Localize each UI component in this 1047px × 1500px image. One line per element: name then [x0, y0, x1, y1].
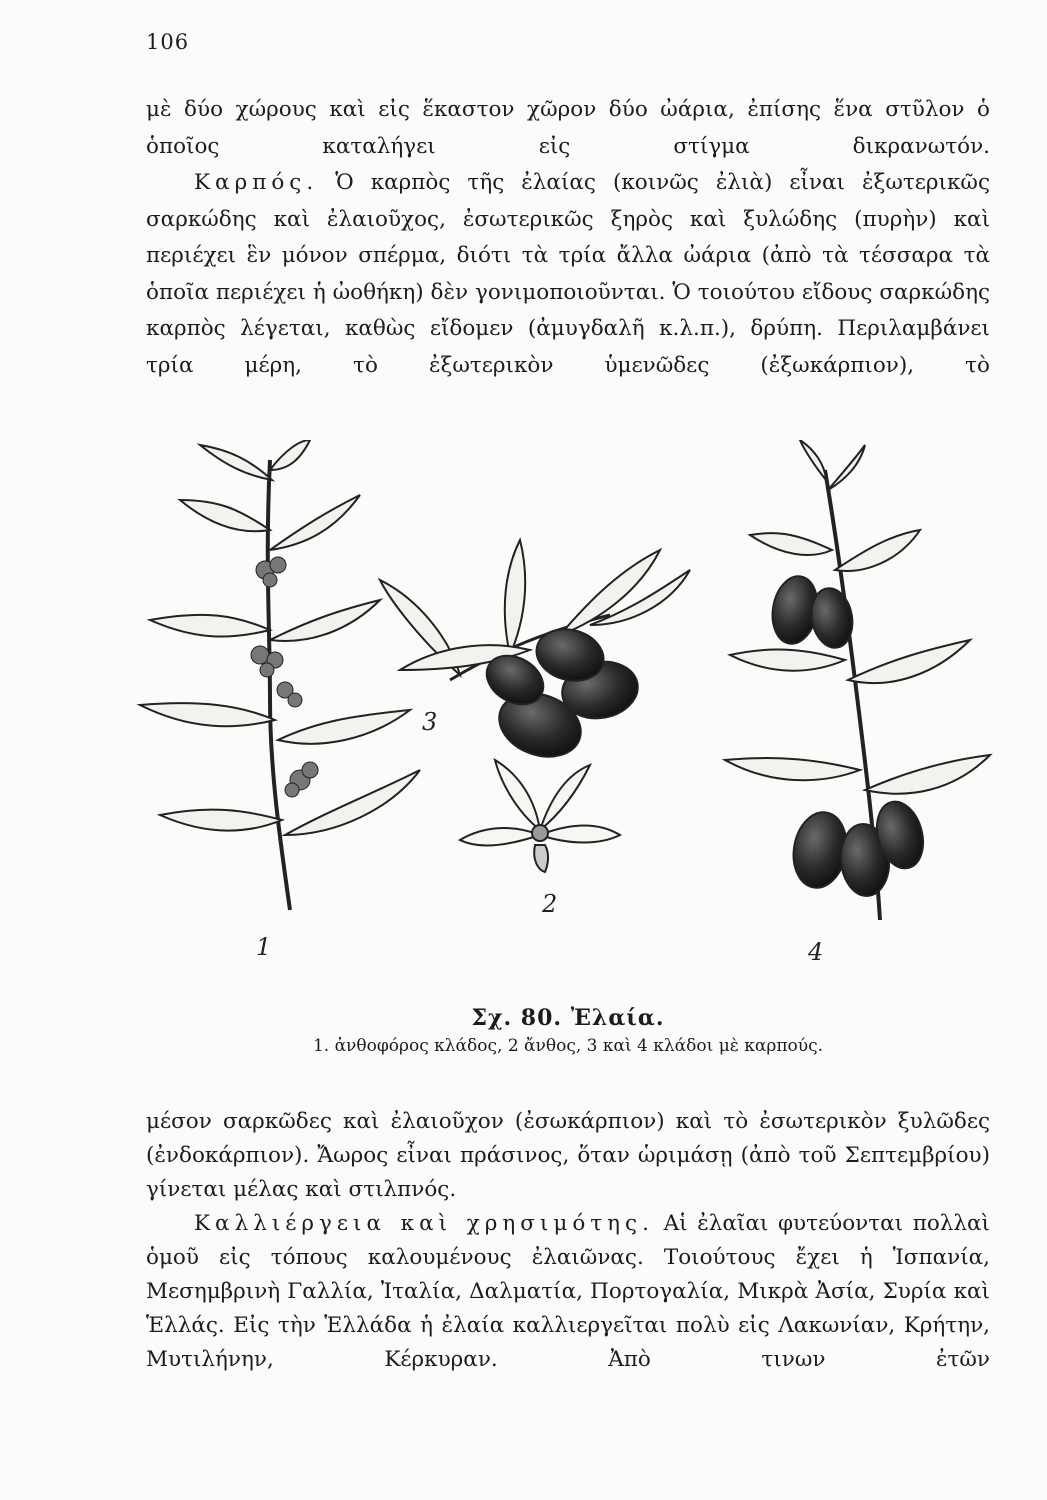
olive-illustration — [120, 440, 1000, 1000]
figure-label-2: 2 — [542, 890, 558, 918]
figure-label-4: 4 — [808, 938, 824, 966]
top-text-block — [146, 92, 990, 384]
flower-2 — [460, 760, 620, 872]
olive-figure — [120, 440, 1000, 1000]
page-number: 106 — [146, 30, 190, 54]
fruit-heading: Καρπός. — [194, 170, 319, 195]
intro-paragraph: μὲ δύο χώρους καὶ εἰς ἕκαστον χῶρον δύο ὠάρια, ἐπίσης ἕνα στῦλον ὁ ὁποῖος καταλήγει εἰς στίγμα δικρανωτόν. — [146, 97, 990, 159]
figure-label-3: 3 — [422, 708, 438, 736]
cultivation-text: Αἱ ἐλαῖαι φυτεύονται πολλαὶ ὁμοῦ εἰς τόπους καλουμένους ἐλαιῶνας. Τοιούτους ἔχει ἡ Ἱσπανία, Μεσημβρινὴ Γαλλία, Ἰταλία, Δαλματία, Πορτογαλία, Μικρὰ Ἀσία, Συρία καὶ Ἑλλάς. Εἰς τὴν Ἑλλάδα ἡ ἐλαία καλλιεργεῖται πολὺ εἰς Λακωνίαν, Κρήτην, Μυτιλήνην, Κέρκυραν. Ἀπὸ τινων ἐτῶν — [146, 1211, 990, 1372]
fruit-text: Ὁ καρπὸς τῆς ἐλαίας (κοινῶς ἐλιὰ) εἶναι ἐξωτερικῶς σαρκώδης καὶ ἐλαιοῦχος, ἐσωτερικῶς ξηρὸς καὶ ξυλώδης (πυρὴν) καὶ περιέχει ἓν μόνον σπέρμα, διότι τὰ τρία ἄλλα ὠάρια (ἀπὸ τὰ τέσσαρα τὰ ὁποῖα περιέχει ἡ ὠοθήκη) δὲν γονιμοποιοῦνται. Ὁ τοιούτου εἴδους σαρκώδης καρπὸς λέγεται, καθὼς εἴδομεν (ἀμυγδαλῆ κ.λ.π.), δρύπη. Περιλαμβάνει τρία μέρη, τὸ ἐξωτερικὸν ὑμενῶδες (ἐξωκάρπιον), τὸ — [146, 170, 990, 378]
cultivation-heading: Καλλιέργεια καὶ χρησιμότης. — [194, 1211, 654, 1236]
fruit-continuation-paragraph: μέσον σαρκῶδες καὶ ἐλαιοῦχον (ἐσωκάρπιον) καὶ τὸ ἐσωτερικὸν ξυλῶδες (ἐνδοκάρπιον). Ἄωρος εἶναι πράσινος, ὅταν ὡριμάσῃ (ἀπὸ τοῦ Σεπτεμβρίου) γίνεται μέλας καὶ στιλπνός. — [146, 1109, 990, 1202]
flowering-branch — [140, 440, 420, 910]
figure-caption-description: 1. ἀνθοφόρος κλάδος, 2 ἄνθος, 3 καὶ 4 κλάδοι μὲ καρπούς. — [312, 1036, 824, 1056]
figure-label-1: 1 — [256, 933, 272, 961]
fruit-paragraph — [146, 165, 990, 384]
fruiting-branch-4 — [725, 440, 990, 920]
figure-caption-title: Σχ. 80. Ἐλαία. — [471, 1005, 665, 1031]
cultivation-paragraph — [146, 1207, 990, 1377]
bottom-text-block — [146, 1105, 990, 1377]
